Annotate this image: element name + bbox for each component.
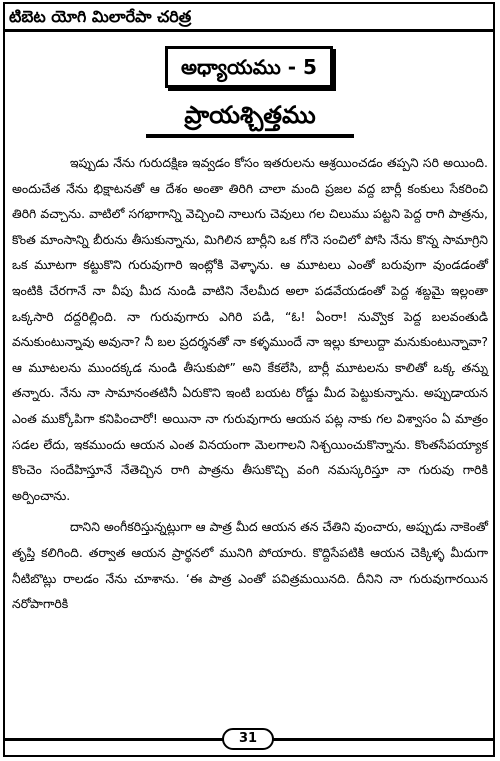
paragraph: దానిని అంగీకరిస్తున్నట్లుగా ఆ పాత్ర మీద ఆయన తన చేతిని వుంచారు, అప్పుడు నాకెంతో తృప్తి కలిగింది. తర్వాత ఆయన ప్రార్థనలో మునిగి పోయారు. కొద్దిసేపటికి ఆయన చెక్కిళ్ళ మీదుగా నీటిబొట్లు రాలడం నేను చూశాను. ‘ఈ పాత్ర ఎంతో పవిత్రమయినది. దీనిని నా గురువుగారయిన నరోపాగారికి [12, 519, 489, 612]
body-text [12, 150, 488, 617]
chapter-label: అధ్యాయము - 5 [165, 46, 333, 88]
chapter-title: ప్రాయశ్చిత్తము [184, 101, 316, 129]
running-header: టిబెట యోగి మిలారేపా చరిత్ర [5, 4, 493, 32]
paragraph: ఇప్పుడు నేను గురుదక్షిణ ఇవ్వడం కోసం ఇతరులను ఆశ్రయించడం తప్పని సరి అయింది. అందుచేత నేను భిక్షాటనతో ఆ దేశం అంతా తిరిగి చాలా మంది ప్రజల వద్ద బార్లీ కంకులు సేకరించి తిరిగి వచ్చాను. వాటిలో సగభాగాన్ని వెచ్చించి నాలుగు చెవులు గల చిలుము పట్టని పెద్ద రాగి పాత్రను, కొంత మాంసాన్ని బీరును తీసుకున్నాను, మిగిలిన బార్లీని ఒక గోనె సంచిలో పోసి నేను కొన్న సామాగ్రిని ఒక మూటగా కట్టుకొని గురువుగారి ఇంట్లోకి వెళ్ళాను. ఆ మూటలు ఎంతో బరువుగా వుండడంతో ఇంటికి చేరగానే నా వీపు మీద నుండి వాటిని నేలమీద అలా పడవేయడంతో పెద్ద శబ్దమై ఇల్లంతా ఒక్కసారి దద్దరిల్లింది. నా గురువుగారు ఎగిరి పడి, “ఓ! ఏంరా! నువ్వొక పెద్ద బలవంతుడి వనుకుంటున్నావు అవునా? నీ బల ప్రదర్శనతో నా కళ్ళముందే నా ఇల్లు కూలుద్దా మనుకుంటున్నావా? ఆ మూటలను ముందక్కడ నుండి తీసుకుపో” అని కేకలేసి, బార్లీ మూటలను కాలితో ఒక్క తన్ను తన్నారు. నేను నా సామానంతటినీ ఏరుకొని ఇంటి బయట రోడ్డు మీద పెట్టుకున్నాను. అప్పుడాయన ఎంత ముక్కోపిగా కనిపించారో! అయినా నా గురువుగారు ఆయన పట్ల నాకు గల విశ్వాసం ఏ మాత్రం సడల లేదు, ఇకముందు ఆయన ఎంత వినయంగా మెలగాలని నిశ్చయించుకొన్నాను. కొంతసేపయ్యాక కొంచెం సందేహిస్తూనే నేతెచ్చిన రాగి పాత్రను తీసుకొచ్చి వంగి నమస్కరిస్తూ నా గురువు గారికి అర్పించాను. [12, 155, 488, 503]
page-number: 31 [222, 728, 274, 750]
title-underline [146, 134, 354, 138]
